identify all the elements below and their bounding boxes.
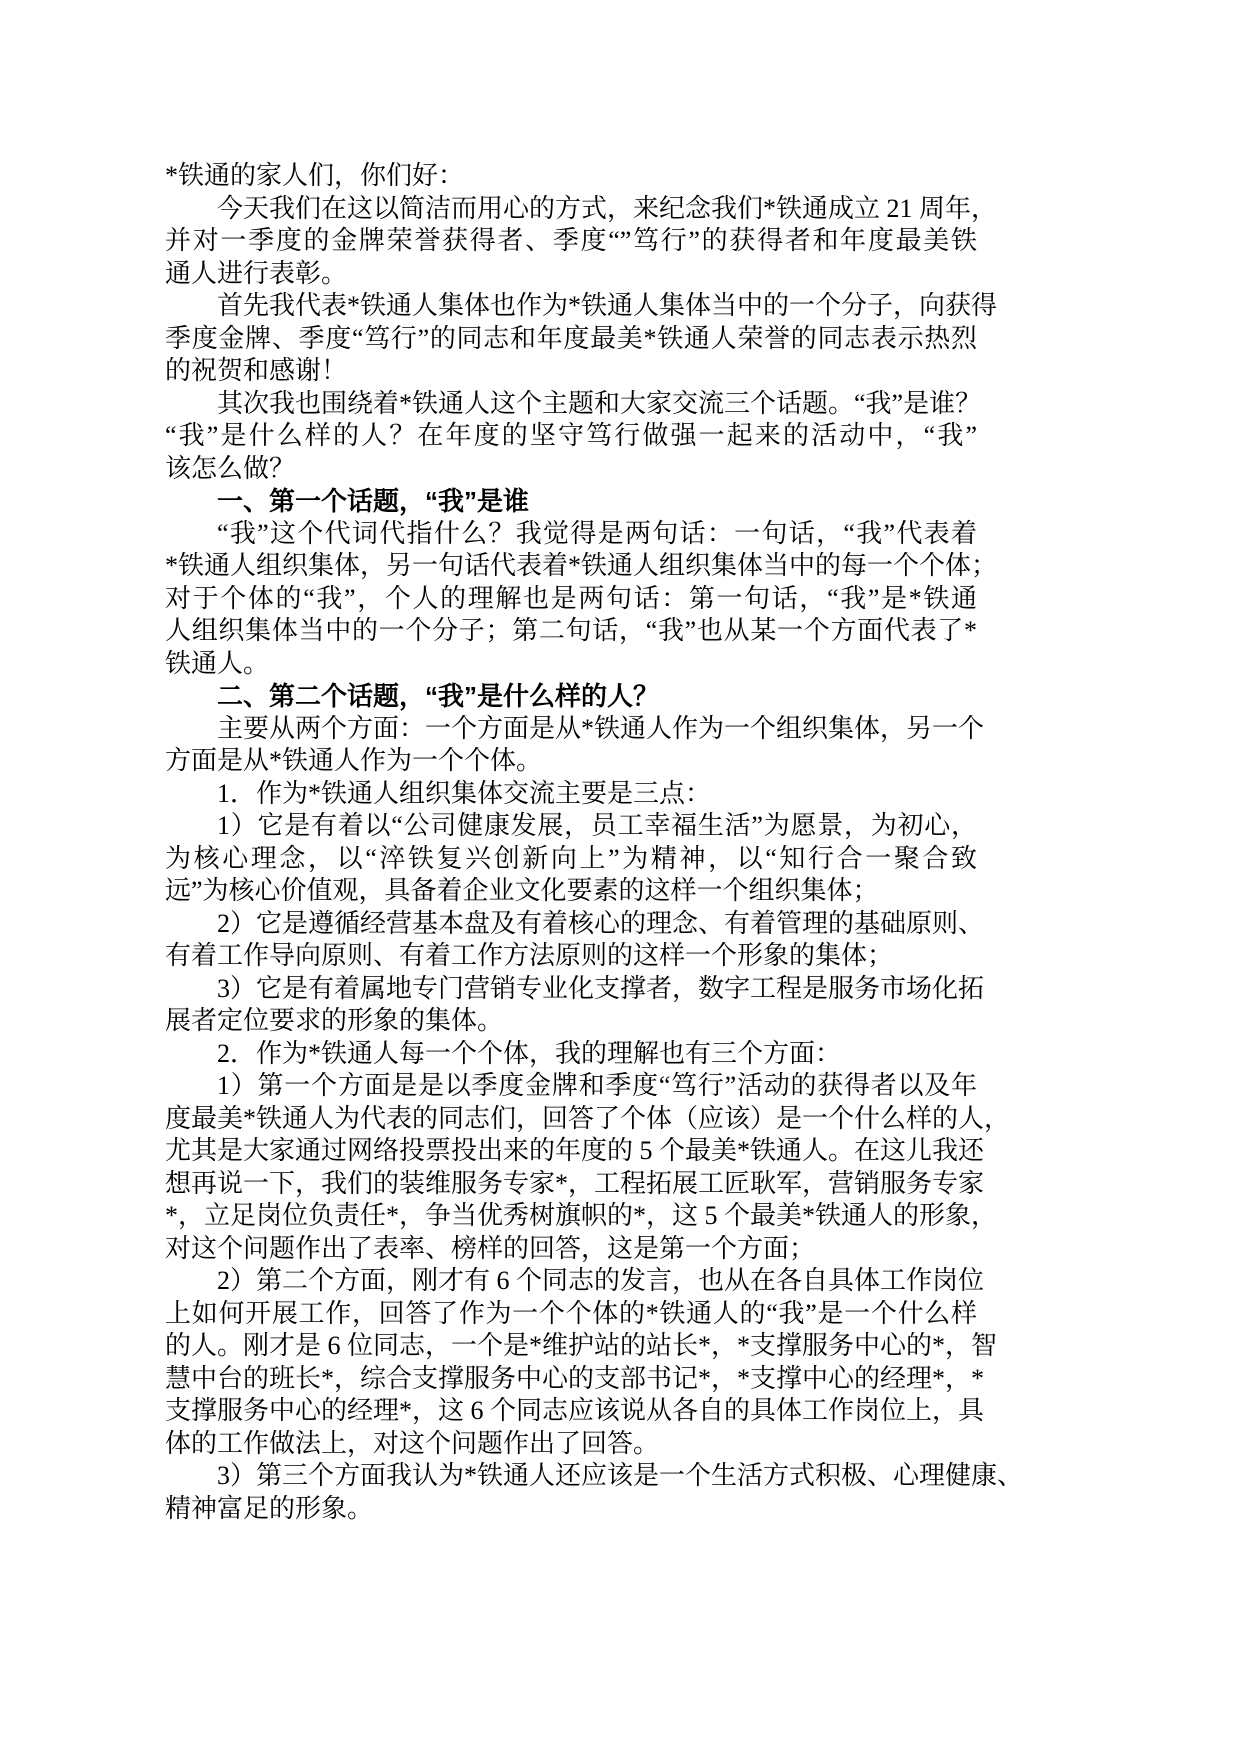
text-line: 展者定位要求的形象的集体。 <box>165 1006 504 1035</box>
text-line: 为核心理念，以“淬铁复兴创新向上”为精神，以“知行合一聚合致 <box>165 843 977 873</box>
text-line: 对这个问题作出了表率、榜样的回答，这是第一个方面； <box>165 1233 816 1263</box>
text-line: 其次我也围绕着*铁通人这个主题和大家交流三个话题。“我”是谁？ <box>217 388 982 418</box>
text-line: 2）第二个方面，刚才有 6 个同志的发言，也从在各自具体工作岗位 <box>217 1266 985 1295</box>
text-line: 支撑服务中心的经理*，这 6 个同志应该说从各自的具体工作岗位上，具 <box>165 1396 985 1425</box>
text-line: 尤其是大家通过网络投票投出来的年度的 5 个最美*铁通人。在这儿我还 <box>165 1136 985 1165</box>
text-line: *铁通的家人们，你们好： <box>165 161 465 190</box>
document-text-block <box>165 160 1024 1525</box>
text-line: 度最美*铁通人为代表的同志们，回答了个体（应该）是一个什么样的人， <box>165 1103 1011 1133</box>
text-line: 方面是从*铁通人作为一个个体。 <box>165 746 543 775</box>
text-line: 3）它是有着属地专门营销专业化支撑者，数字工程是服务市场化拓 <box>217 973 985 1003</box>
text-line: 慧中台的班长*，综合支撑服务中心的支部书记*，*支撑中心的经理*，* <box>165 1363 985 1393</box>
text-line: 2）它是遵循经营基本盘及有着核心的理念、有着管理的基础原则、 <box>217 908 985 938</box>
text-line: 季度金牌、季度“笃行”的同志和年度最美*铁通人荣誉的同志表示热烈 <box>165 323 977 353</box>
text-line: 主要从两个方面：一个方面是从*铁通人作为一个组织集体，另一个 <box>217 713 985 743</box>
text-line: 的人。刚才是 6 位同志，一个是*维护站的站长*，*支撑服务中心的*，智 <box>165 1331 998 1360</box>
text-line: “我”这个代词代指什么？我觉得是两句话：一句话，“我”代表着 <box>217 518 977 548</box>
section-heading: 二、第二个话题，“我”是什么样的人？ <box>217 681 660 711</box>
text-line: 人组织集体当中的一个分子；第二句话，“我”也从某一个方面代表了* <box>165 616 977 645</box>
text-line: 1）它是有着以“公司健康发展，员工幸福生活”为愿景，为初心， <box>217 811 977 840</box>
text-line: 3）第三个方面我认为*铁通人还应该是一个生活方式积极、心理健康、 <box>217 1461 1024 1490</box>
text-line: 该怎么做？ <box>165 453 296 483</box>
text-line: 1．作为*铁通人组织集体交流主要是三点： <box>217 778 712 808</box>
text-line: 上如何开展工作，回答了作为一个个体的*铁通人的“我”是一个什么样 <box>165 1298 977 1328</box>
text-line: *铁通人组织集体，另一句话代表着*铁通人组织集体当中的每一个个体； <box>165 551 998 580</box>
text-line: 对于个体的“我”，个人的理解也是两句话：第一句话，“我”是*铁通 <box>165 583 977 613</box>
text-line: *，立足岗位负责任*，争当优秀树旗帜的*，这 5 个最美*铁通人的形象， <box>165 1201 998 1230</box>
text-line: 体的工作做法上，对这个问题作出了回答。 <box>165 1428 660 1458</box>
text-line: 首先我代表*铁通人集体也作为*铁通人集体当中的一个分子，向获得 <box>217 291 998 320</box>
text-line: 远”为核心价值观，具备着企业文化要素的这样一个组织集体； <box>165 876 879 905</box>
text-line: “我”是什么样的人？在年度的坚守笃行做强一起来的活动中，“我” <box>165 421 977 450</box>
text-line: 并对一季度的金牌荣誉获得者、季度“”笃行”的获得者和年度最美铁 <box>165 226 977 255</box>
text-line: 想再说一下，我们的装维服务专家*，工程拓展工匠耿军，营销服务专家 <box>165 1168 985 1198</box>
text-line: 2．作为*铁通人每一个个体，我的理解也有三个方面： <box>217 1038 842 1068</box>
text-line: 的祝贺和感谢！ <box>165 356 348 385</box>
text-line: 铁通人。 <box>165 648 270 678</box>
text-line: 1）第一个方面是是以季度金牌和季度“笃行”活动的获得者以及年 <box>217 1071 977 1100</box>
text-line: 通人进行表彰。 <box>165 258 348 288</box>
section-heading: 一、第一个话题，“我”是谁 <box>217 486 530 516</box>
text-line: 今天我们在这以简洁而用心的方式，来纪念我们*铁通成立 21 周年， <box>217 193 998 223</box>
text-line: 有着工作导向原则、有着工作方法原则的这样一个形象的集体； <box>165 941 894 970</box>
text-line: 精神富足的形象。 <box>165 1493 374 1523</box>
